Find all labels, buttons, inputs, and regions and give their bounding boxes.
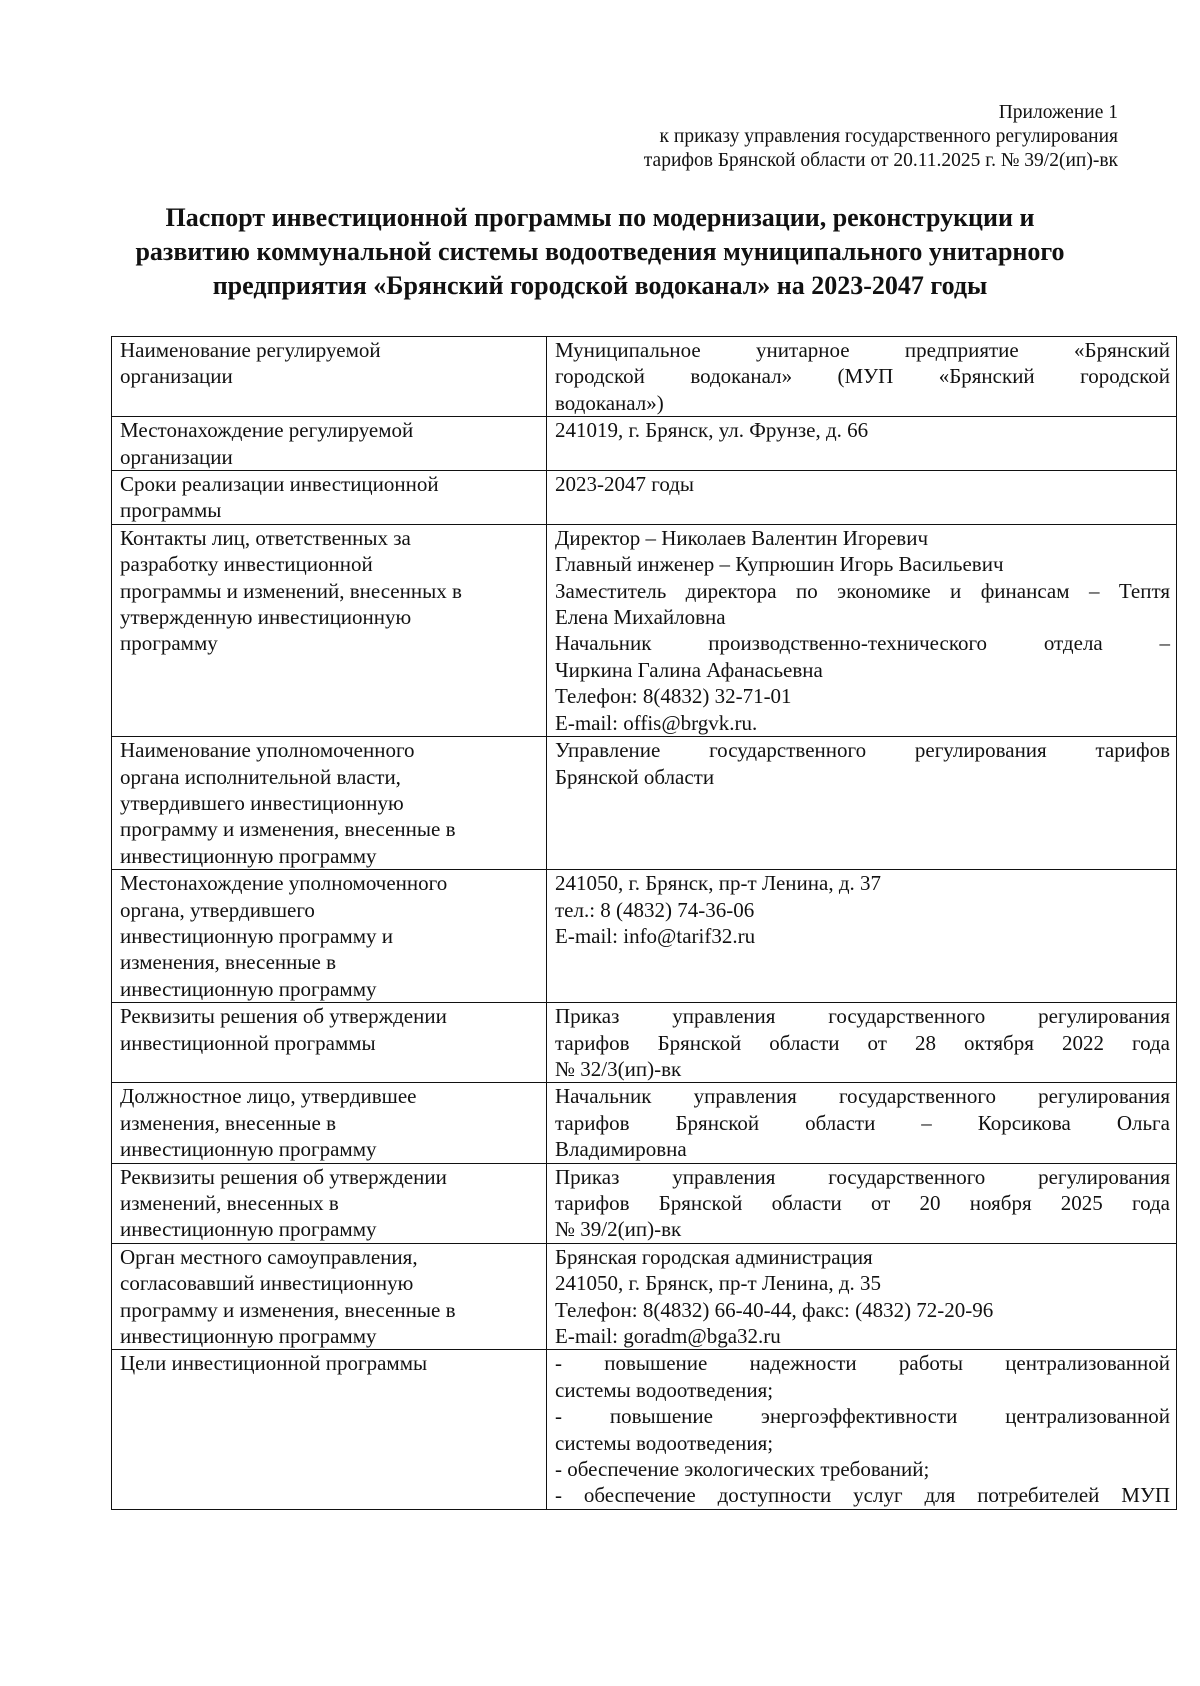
row-label-line: Местонахождение регулируемой [120,418,414,443]
row-label-cell [112,737,547,870]
row-label-line: органа исполнительной власти, [120,764,401,789]
table-row [112,1163,1177,1243]
row-value-cell [547,524,1177,736]
row-label-line: Реквизиты решения об утверждении [120,1164,447,1189]
passport-table-body [112,337,1177,1510]
row-value-line: Чиркина Галина Афанасьевна [555,657,823,682]
appendix-header [644,101,1118,173]
row-value-line: - обеспечение экологических требований; [555,1457,930,1482]
row-value-cell [547,417,1177,471]
row-label-cell [112,417,547,471]
passport-table [111,336,1177,1510]
table-row [112,1243,1177,1350]
row-label-line: изменений, внесенных в [120,1191,339,1215]
row-label-line: программу [120,631,218,656]
row-label-line: органа, утвердившего [120,897,315,922]
row-value-line: Начальник производственно-технического отдела – [555,631,1170,656]
row-label-line: Реквизиты решения об утверждении [120,1004,447,1029]
appendix-line-1: Приложение 1 [998,102,1118,123]
appendix-line-2: к приказу управления государственного регулирования [659,126,1118,147]
row-label-line: инвестиционную программу [120,976,377,1001]
row-label-cell [112,1003,547,1083]
row-value-line: № 32/3(ип)-вк [555,1056,682,1081]
table-row [112,1003,1177,1083]
row-label-line: Местонахождение уполномоченного [120,871,448,896]
document-title [100,201,1100,303]
row-value-line: - обеспечение доступности услуг для потребителей МУП [555,1483,1170,1508]
row-value-cell [547,1243,1177,1350]
row-label-line: Должностное лицо, утвердившее [120,1084,417,1109]
row-label-line: инвестиционную программу [120,1324,377,1349]
row-label-cell [112,1163,547,1243]
row-value-line: Брянской области [555,764,715,789]
row-label-line: Контакты лиц, ответственных за [120,525,411,550]
row-label-line: разработку инвестиционной [120,552,373,577]
row-label-line: инвестиционную программу [120,1217,377,1242]
row-value-line: Телефон: 8(4832) 32-71-01 [555,684,792,709]
row-label-line: изменения, внесенные в [120,950,337,975]
row-label-line: Сроки реализации инвестиционной [120,472,439,497]
row-value-cell [547,471,1177,525]
row-label-line: Наименование уполномоченного [120,738,415,763]
row-label-line: изменения, внесенные в [120,1110,337,1135]
table-row [112,737,1177,870]
row-value-line: 241019, г. Брянск, ул. Фрунзе, д. 66 [555,418,869,443]
row-value-line: Приказ управления государственного регулирования [555,1164,1170,1189]
row-value-cell [547,1003,1177,1083]
row-value-line: Телефон: 8(4832) 66-40-44, факс: (4832) 72-20-96 [555,1297,994,1322]
row-label-line: инвестиционную программу и [120,923,393,948]
row-value-line: Заместитель директора по экономике и финансам – Тептя [555,578,1170,603]
row-value-line: тарифов Брянской области от 28 октября 2022 года [555,1030,1170,1055]
row-value-line: системы водоотведения; [555,1377,774,1402]
row-value-line: городской водоканал» (МУП «Брянский городской [555,364,1170,389]
table-row [112,1083,1177,1163]
row-label-cell [112,870,547,1003]
row-value-cell [547,1350,1177,1509]
row-label-cell [112,1243,547,1350]
row-label-line: Наименование регулируемой [120,338,381,362]
row-label-line: Цели инвестиционной программы [120,1351,428,1376]
title-line-3: предприятия «Брянский городской водоканал» на 2023-2047 годы [212,271,988,300]
row-value-line: № 39/2(ип)-вк [555,1217,682,1242]
table-row [112,337,1177,417]
row-label-cell [112,524,547,736]
row-value-line: Начальник управления государственного регулирования [555,1084,1170,1109]
table-row [112,870,1177,1003]
row-label-line: согласовавший инвестиционную [120,1271,414,1296]
row-value-line: - повышение энергоэффективности централизованной [555,1404,1170,1429]
row-label-cell [112,1350,547,1509]
row-label-line: утвержденную инвестиционную [120,605,412,630]
row-label-line: утвердившего инвестиционную [120,790,404,815]
title-line-2: развитию коммунальной системы водоотведения муниципального унитарного [135,237,1065,266]
row-label-cell [112,1083,547,1163]
row-value-cell [547,1163,1177,1243]
table-row [112,1350,1177,1509]
row-value-cell [547,337,1177,417]
row-value-line: водоканал») [555,390,664,415]
row-value-line: Директор – Николаев Валентин Игоревич [555,525,929,550]
row-value-line: тел.: 8 (4832) 74-36-06 [555,897,755,922]
row-value-line: Приказ управления государственного регулирования [555,1004,1170,1029]
table-row [112,471,1177,525]
appendix-line-3: тарифов Брянской области от 20.11.2025 г. № 39/2(ип)-вк [643,150,1118,171]
row-label-cell [112,337,547,417]
row-label-line: инвестиционную программу [120,843,377,868]
row-label-line: Орган местного самоуправления, [120,1244,418,1269]
row-label-line: организации [120,364,233,389]
row-label-line: программу и изменения, внесенные в [120,1297,456,1322]
row-value-cell [547,737,1177,870]
row-value-line: 241050, г. Брянск, пр-т Ленина, д. 35 [555,1271,882,1296]
row-label-line: инвестиционной программы [120,1030,376,1055]
row-value-line: - повышение надежности работы централизованной [555,1351,1170,1376]
row-value-line: тарифов Брянской области – Корсикова Ольга [555,1110,1170,1135]
row-value-line: 241050, г. Брянск, пр-т Ленина, д. 37 [555,871,882,896]
row-value-line: Брянская городская администрация [555,1244,873,1269]
row-value-cell [547,870,1177,1003]
row-value-line: E-mail: info@tarif32.ru [555,923,756,948]
row-value-line: 2023-2047 годы [555,472,695,497]
row-value-line: E-mail: goradm@bga32.ru [555,1324,781,1349]
row-value-line: E-mail: offis@brgvk.ru. [555,710,758,735]
table-row [112,417,1177,471]
row-value-line: Елена Михайловна [555,605,726,630]
row-label-cell [112,471,547,525]
row-label-line: организации [120,444,233,469]
row-label-line: программу и изменения, внесенные в [120,817,456,842]
title-line-1: Паспорт инвестиционной программы по модернизации, реконструкции и [165,203,1035,232]
row-value-cell [547,1083,1177,1163]
table-row [112,524,1177,736]
row-value-line: тарифов Брянской области от 20 ноября 2025 года [555,1191,1170,1215]
row-label-line: программы и изменений, внесенных в [120,578,462,603]
row-value-line: Муниципальное унитарное предприятие «Брянский [555,338,1170,362]
row-label-line: инвестиционную программу [120,1137,377,1162]
row-value-line: Главный инженер – Купрюшин Игорь Васильевич [555,552,1004,577]
row-value-line: системы водоотведения; [555,1430,774,1455]
row-label-line: программы [120,498,222,523]
row-value-line: Владимировна [555,1137,687,1162]
row-value-line: Управление государственного регулирования тарифов [555,738,1170,763]
